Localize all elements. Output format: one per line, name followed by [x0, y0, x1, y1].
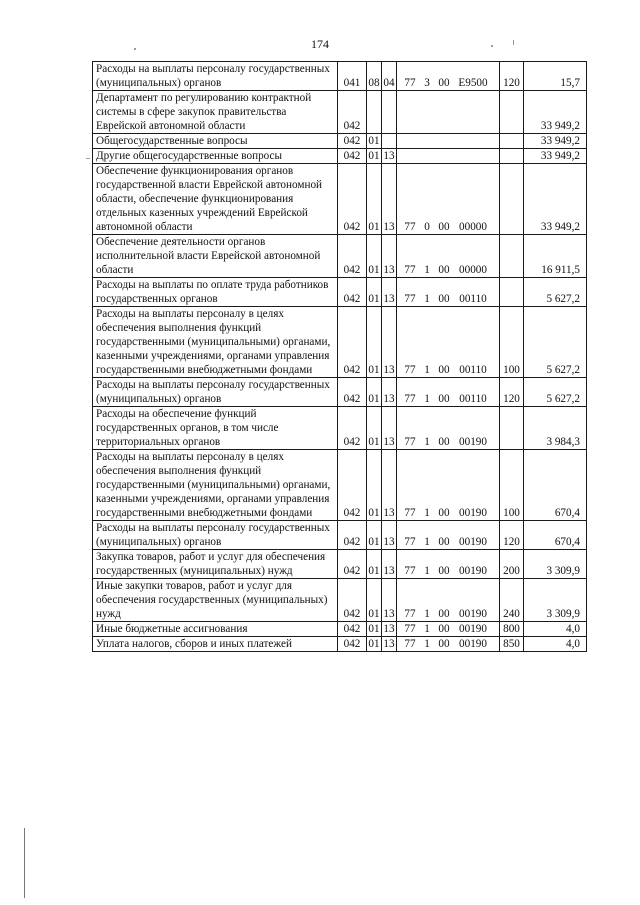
- subsection-code: 13: [383, 150, 395, 162]
- target-subprogram: 1: [424, 264, 430, 276]
- ministry-code: 042: [338, 164, 367, 235]
- target-subprogram: 1: [424, 536, 430, 548]
- amount: 5 627,2: [524, 278, 587, 307]
- target-group: 00: [438, 264, 450, 276]
- expense-type-code: 120: [500, 378, 524, 407]
- expense-name: Расходы на обеспечение функций государственных органов, в том числе территориальных органов: [93, 407, 338, 450]
- amount: 5 627,2: [524, 378, 587, 407]
- section-code: 01: [368, 150, 380, 162]
- amount: 3 309,9: [524, 550, 587, 579]
- amount: 3 309,9: [524, 579, 587, 622]
- expense-name: Иные бюджетные ассигнования: [93, 622, 338, 637]
- target-direction: 00190: [459, 436, 487, 448]
- target-article-code: [397, 307, 500, 378]
- subsection-code: 13: [382, 407, 397, 450]
- target-direction: 00110: [459, 393, 487, 405]
- expense-name: Департамент по регулированию контрактной системы в сфере закупок правительства Еврейской автономной области: [93, 91, 338, 134]
- table-row: [93, 278, 587, 307]
- target-article-code: [397, 450, 500, 521]
- expense-name: Расходы на выплаты персоналу государственных (муниципальных) органов: [93, 521, 338, 550]
- subsection-code: 04: [382, 62, 397, 91]
- expense-name: Расходы на выплаты персоналу государственных (муниципальных) органов: [93, 62, 338, 91]
- ministry-code: 042: [338, 91, 367, 134]
- table-row: [93, 91, 587, 134]
- ministry-code: 042: [338, 149, 367, 164]
- target-subprogram: 1: [424, 638, 430, 650]
- scan-speck: [134, 48, 136, 50]
- expense-type-code: 120: [500, 62, 524, 91]
- section-code: 01: [367, 164, 382, 235]
- section-code: 01: [368, 135, 380, 147]
- target-program: 77: [404, 221, 416, 233]
- scan-speck: [491, 45, 493, 47]
- ministry-code: 042: [338, 622, 367, 637]
- ministry-code: 042: [338, 521, 367, 550]
- table-row: [93, 378, 587, 407]
- target-program: 77: [404, 623, 416, 635]
- amount: 3 984,3: [524, 407, 587, 450]
- table-row: [93, 450, 587, 521]
- target-group: 00: [438, 293, 450, 305]
- section-code: 01: [367, 407, 382, 450]
- target-group: 00: [438, 608, 450, 620]
- table-row: [93, 164, 587, 235]
- budget-table: [92, 61, 587, 652]
- target-group: 00: [438, 507, 450, 519]
- target-group: 00: [438, 536, 450, 548]
- section-code: 01: [367, 378, 382, 407]
- expense-type-code: [500, 278, 524, 307]
- target-subprogram: 1: [424, 436, 430, 448]
- subsection-code: 13: [382, 278, 397, 307]
- section-code: 01: [367, 521, 382, 550]
- section-code: 01: [367, 550, 382, 579]
- target-subprogram: 1: [424, 565, 430, 577]
- amount: 33 949,2: [524, 134, 587, 149]
- expense-type-code: [500, 407, 524, 450]
- expense-name: Расходы на выплаты персоналу государственных (муниципальных) органов: [93, 378, 338, 407]
- expense-type-code: 240: [500, 579, 524, 622]
- target-group: 00: [438, 436, 450, 448]
- scan-speck: [513, 40, 514, 45]
- amount: 33 949,2: [524, 149, 587, 164]
- expense-type-code: [500, 235, 524, 278]
- table-row: [93, 149, 587, 164]
- table-row: [93, 307, 587, 378]
- amount: 4,0: [524, 622, 587, 637]
- expense-name: Закупка товаров, работ и услуг для обеспечения государственных (муниципальных) нужд: [93, 550, 338, 579]
- subsection-code: [382, 91, 397, 134]
- ministry-code: 042: [338, 378, 367, 407]
- target-direction: 00190: [459, 608, 487, 620]
- section-code: 01: [368, 638, 380, 650]
- subsection-code: 13: [382, 307, 397, 378]
- table-row: [93, 134, 587, 149]
- amount: 33 949,2: [524, 164, 587, 235]
- expense-name: Другие общегосударственные вопросы: [93, 149, 338, 164]
- target-article-code: [397, 91, 500, 134]
- target-direction: 00190: [459, 638, 487, 650]
- target-article-code: [397, 521, 500, 550]
- target-group: 00: [438, 638, 450, 650]
- target-program: 77: [404, 507, 416, 519]
- scan-speck: [86, 158, 90, 159]
- target-article-code: [397, 278, 500, 307]
- target-article-code: [397, 134, 500, 149]
- section-code: 01: [367, 450, 382, 521]
- section-code: 01: [367, 307, 382, 378]
- target-subprogram: 0: [424, 221, 430, 233]
- target-program: 77: [404, 264, 416, 276]
- target-direction: 00190: [459, 565, 487, 577]
- target-group: 00: [438, 221, 450, 233]
- expense-type-code: [500, 134, 524, 149]
- expense-type-code: [500, 164, 524, 235]
- section-code: 08: [367, 62, 382, 91]
- target-article-code: [397, 235, 500, 278]
- subsection-code: 13: [382, 378, 397, 407]
- ministry-code: 042: [338, 235, 367, 278]
- target-program: 77: [404, 293, 416, 305]
- target-group: 00: [438, 364, 450, 376]
- expense-type-code: [500, 91, 524, 134]
- section-code: 01: [368, 623, 380, 635]
- subsection-code: 13: [382, 235, 397, 278]
- table-row: [93, 521, 587, 550]
- target-program: 77: [404, 77, 416, 89]
- target-article-code: [397, 637, 500, 652]
- subsection-code: [382, 134, 397, 149]
- target-group: 00: [438, 565, 450, 577]
- target-subprogram: 1: [424, 293, 430, 305]
- target-subprogram: 1: [424, 393, 430, 405]
- ministry-code: 042: [338, 407, 367, 450]
- ministry-code: 042: [338, 134, 367, 149]
- table-row: [93, 579, 587, 622]
- scan-margin-line: [24, 828, 25, 898]
- target-program: 77: [404, 536, 416, 548]
- page-number: 174: [311, 37, 329, 51]
- target-subprogram: 1: [424, 608, 430, 620]
- target-direction: 00190: [459, 536, 487, 548]
- ministry-code: 041: [338, 62, 367, 91]
- target-program: 77: [404, 565, 416, 577]
- target-program: 77: [404, 436, 416, 448]
- subsection-code: 13: [382, 450, 397, 521]
- ministry-code: 042: [338, 278, 367, 307]
- subsection-code: 13: [382, 550, 397, 579]
- target-article-code: [397, 149, 500, 164]
- amount: 4,0: [524, 637, 587, 652]
- target-direction: 00110: [459, 364, 487, 376]
- target-subprogram: 1: [424, 364, 430, 376]
- table-row: [93, 637, 587, 652]
- expense-name: Расходы на выплаты персоналу в целях обеспечения выполнения функций государственными (муниципальными) органами, казенными учреждениями, органами управления государственными внебюджетными фондами: [93, 307, 338, 378]
- expense-name: Уплата налогов, сборов и иных платежей: [93, 637, 338, 652]
- amount: 33 949,2: [524, 91, 587, 134]
- target-group: 00: [438, 393, 450, 405]
- section-code: [367, 91, 382, 134]
- target-group: 00: [438, 623, 450, 635]
- amount: 5 627,2: [524, 307, 587, 378]
- target-article-code: [397, 407, 500, 450]
- amount: 15,7: [524, 62, 587, 91]
- target-article-code: [397, 622, 500, 637]
- target-program: 77: [404, 393, 416, 405]
- target-direction: 00110: [459, 293, 487, 305]
- table-row: [93, 622, 587, 637]
- ministry-code: 042: [338, 579, 367, 622]
- target-direction: E9500: [458, 77, 488, 89]
- subsection-code: 13: [382, 164, 397, 235]
- table-row: [93, 62, 587, 91]
- target-article-code: [397, 164, 500, 235]
- table-row: [93, 235, 587, 278]
- amount: 670,4: [524, 521, 587, 550]
- subsection-code: 13: [382, 521, 397, 550]
- expense-name: Иные закупки товаров, работ и услуг для обеспечения государственных (муниципальных) нужд: [93, 579, 338, 622]
- target-program: 77: [404, 364, 416, 376]
- expense-type-code: 120: [500, 521, 524, 550]
- target-subprogram: 1: [424, 623, 430, 635]
- ministry-code: 042: [338, 307, 367, 378]
- expense-name: Общегосударственные вопросы: [93, 134, 338, 149]
- target-article-code: [397, 579, 500, 622]
- target-subprogram: 3: [424, 77, 430, 89]
- target-program: 77: [404, 638, 416, 650]
- table-row: [93, 407, 587, 450]
- target-direction: 00000: [459, 221, 487, 233]
- section-code: 01: [367, 235, 382, 278]
- table-row: [93, 550, 587, 579]
- target-subprogram: 1: [424, 507, 430, 519]
- target-direction: 00190: [459, 507, 487, 519]
- subsection-code: 13: [383, 623, 395, 635]
- subsection-code: 13: [383, 638, 395, 650]
- expense-name: Обеспечение функционирования органов государственной власти Еврейской автономной области, обеспечение функционирования отдельных казенных учреждений Еврейской автономной области: [93, 164, 338, 235]
- budget-table-body: [93, 62, 587, 652]
- target-direction: 00190: [459, 623, 487, 635]
- expense-type-code: 800: [500, 622, 524, 637]
- target-article-code: [397, 62, 500, 91]
- target-article-code: [397, 378, 500, 407]
- expense-name: Расходы на выплаты персоналу в целях обеспечения выполнения функций государственными (муниципальными) органами, казенными учреждениями, органами управления государственными внебюджетными фондами: [93, 450, 338, 521]
- expense-name: Обеспечение деятельности органов исполнительной власти Еврейской автономной области: [93, 235, 338, 278]
- amount: 16 911,5: [524, 235, 587, 278]
- expense-type-code: 850: [500, 637, 524, 652]
- ministry-code: 042: [338, 450, 367, 521]
- target-direction: 00000: [459, 264, 487, 276]
- subsection-code: 13: [382, 579, 397, 622]
- expense-name: Расходы на выплаты по оплате труда работников государственных органов: [93, 278, 338, 307]
- ministry-code: 042: [338, 550, 367, 579]
- section-code: 01: [367, 579, 382, 622]
- expense-type-code: 100: [500, 450, 524, 521]
- section-code: 01: [367, 278, 382, 307]
- expense-type-code: 200: [500, 550, 524, 579]
- expense-type-code: 100: [500, 307, 524, 378]
- target-article-code: [397, 550, 500, 579]
- expense-type-code: [500, 149, 524, 164]
- amount: 670,4: [524, 450, 587, 521]
- target-program: 77: [404, 608, 416, 620]
- target-group: 00: [438, 77, 450, 89]
- ministry-code: 042: [338, 637, 367, 652]
